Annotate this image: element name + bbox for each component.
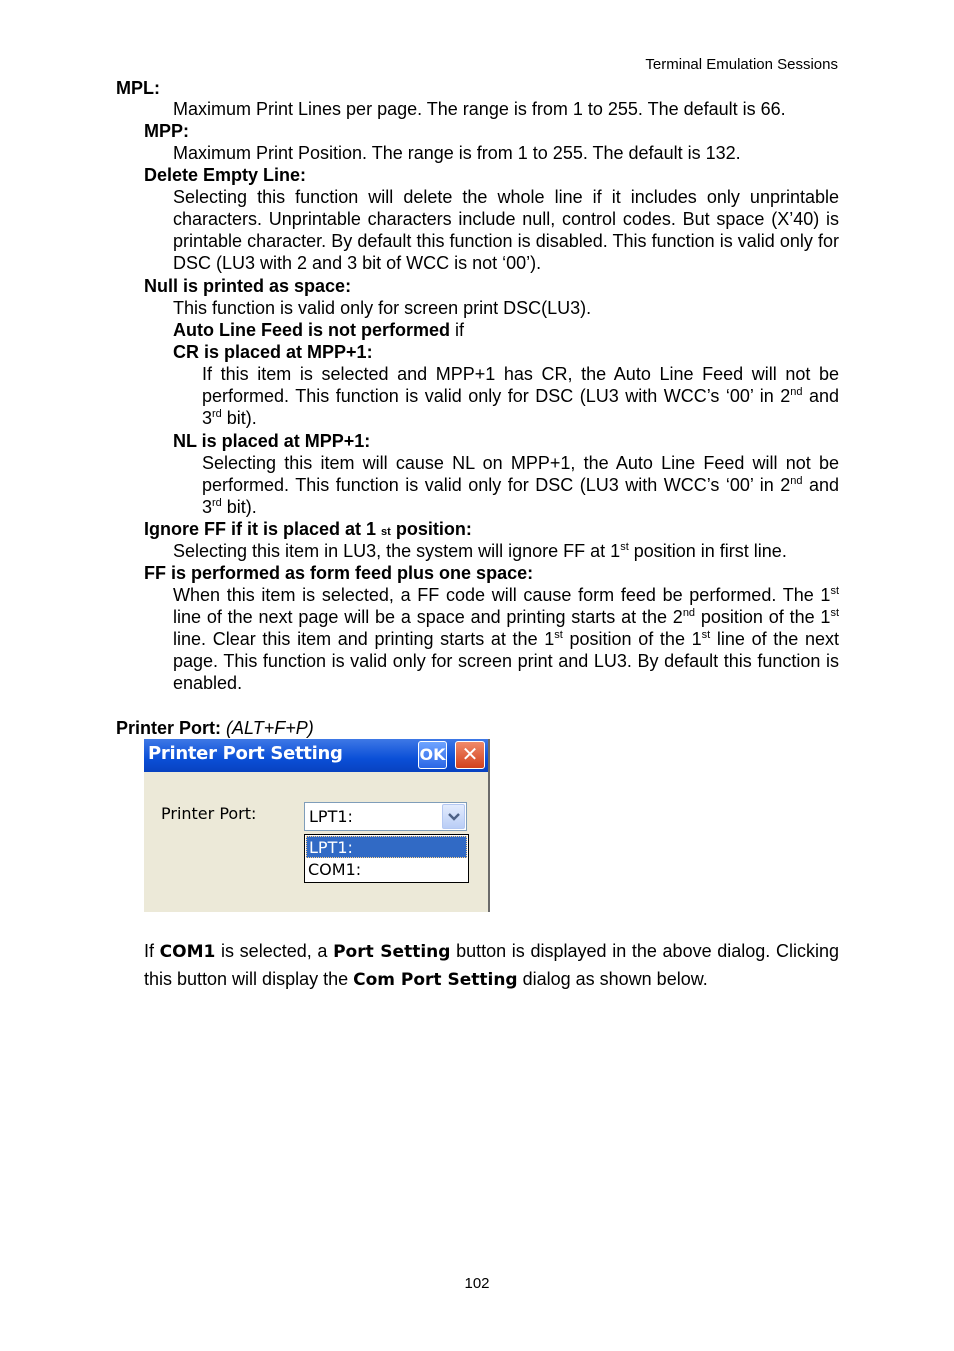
ff-sup-5: st	[701, 629, 711, 641]
ff-desc-4: line. Clear this item and printing starts at the 1	[173, 629, 555, 649]
ignore-ff-desc	[173, 540, 787, 562]
cr-desc-a: If this item is selected and MPP+1 has CR, the Auto Line Feed will not be performed. This function is valid only for DSC (LU3 with WCC’s ‘00’ in 2	[202, 364, 839, 406]
close-icon[interactable]: ✕	[455, 741, 485, 769]
printer-port-selected-value: LPT1:	[309, 807, 353, 826]
ff-desc-1: When this item is selected, a FF code will cause form feed be performed. The 1	[173, 585, 831, 605]
dialog-title: Printer Port Setting	[148, 743, 343, 764]
mpp-desc: Maximum Print Position. The range is from 1 to 255. The default is 132.	[173, 143, 741, 163]
printer-port-term: Printer Port:	[116, 718, 222, 738]
printer-port-options	[304, 834, 469, 883]
auto-line-feed-tail: if	[450, 320, 465, 340]
nl-sup-nd: nd	[790, 475, 803, 487]
cr-sup-rd: rd	[212, 408, 222, 420]
ignore-ff-term-b: position:	[390, 519, 472, 539]
auto-line-feed-bold: Auto Line Feed is not performed	[173, 320, 451, 340]
ff-sup-4: st	[554, 629, 563, 641]
nl-desc-b: and 3	[202, 475, 839, 517]
auto-line-feed-line	[173, 319, 464, 341]
nl-sup-rd: rd	[212, 497, 222, 509]
ff-sup-3: st	[830, 607, 839, 619]
com1-paragraph	[144, 938, 839, 994]
mpl-term: MPL:	[116, 78, 160, 98]
dialog-title-bar	[144, 739, 488, 772]
cr-placed-term: CR is placed at MPP+1:	[173, 342, 373, 362]
para-com1: COM1	[159, 942, 216, 962]
ff-desc-5: position of the 1	[562, 629, 702, 649]
option-lpt1[interactable]: LPT1:	[306, 836, 467, 858]
printer-port-label: Printer Port:	[161, 804, 257, 823]
null-printed-term: Null is printed as space:	[144, 276, 352, 296]
nl-placed-term: NL is placed at MPP+1:	[173, 431, 371, 451]
nl-desc-c: bit).	[221, 497, 257, 517]
cr-desc-b: and 3	[202, 386, 839, 428]
ignore-ff-desc-b: position in first line.	[628, 541, 787, 561]
para-port-setting: Port Setting	[333, 942, 451, 962]
ff-desc-6: line of the next page. This function is valid only for screen print and LU3. By default this function is enabled.	[173, 629, 839, 693]
nl-desc-a: Selecting this item will cause NL on MPP+1, the Auto Line Feed will not be performed. This function is valid only for DSC (LU3 with WCC’s ‘00’ in 2	[202, 453, 839, 495]
para-t3: button is displayed in the above dialog. Clicking this button will display the	[144, 941, 839, 989]
nl-placed-desc	[202, 452, 839, 518]
ff-sup-1: st	[830, 585, 839, 597]
mpp-term: MPP:	[144, 121, 189, 141]
cr-placed-desc	[202, 363, 839, 429]
dropdown-button[interactable]	[442, 804, 465, 829]
printer-port-shortcut: (ALT+F+P)	[226, 718, 314, 738]
ff-form-feed-desc	[173, 584, 839, 694]
cr-desc-c: bit).	[221, 408, 257, 428]
cr-sup-nd: nd	[790, 386, 803, 398]
delete-empty-line-term: Delete Empty Line:	[144, 165, 307, 185]
ok-button[interactable]: OK	[418, 741, 447, 769]
ignore-ff-term-a: Ignore FF if it is placed at 1	[144, 519, 382, 539]
running-header: Terminal Emulation Sessions	[645, 56, 838, 73]
ff-form-feed-term: FF is performed as form feed plus one space:	[144, 563, 534, 583]
mpl-desc: Maximum Print Lines per page. The range is from 1 to 255. The default is 66.	[173, 99, 786, 119]
para-t2: is selected, a	[215, 941, 334, 961]
para-t4: dialog as shown below.	[517, 969, 708, 989]
delete-empty-line-desc: Selecting this function will delete the whole line if it includes only unprintable characters. Unprintable characters include null, control codes. But space (X’40) is printable character. By default this function is disabled. This function is valid only for DSC (LU3 with 2 and 3 bit of WCC is not ‘00’).	[173, 187, 839, 273]
para-t1: If	[144, 941, 160, 961]
printer-port-dialog	[144, 739, 490, 912]
ignore-ff-term-st: st	[381, 526, 391, 538]
ff-desc-2: line of the next page will be a space and printing starts at the 2	[173, 607, 683, 627]
null-printed-desc: This function is valid only for screen print DSC(LU3).	[173, 298, 592, 318]
para-com-port-setting: Com Port Setting	[353, 970, 518, 990]
ff-desc-3: position of the 1	[695, 607, 831, 627]
ignore-ff-desc-a: Selecting this item in LU3, the system will ignore FF at 1	[173, 541, 621, 561]
ff-sup-2: nd	[682, 607, 696, 619]
printer-port-select[interactable]	[304, 802, 467, 831]
page-number: 102	[464, 1275, 490, 1292]
chevron-down-icon	[448, 812, 460, 822]
printer-port-heading	[116, 717, 314, 739]
ignore-ff-sup-st: st	[620, 541, 629, 553]
option-com1[interactable]: COM1:	[308, 860, 362, 879]
